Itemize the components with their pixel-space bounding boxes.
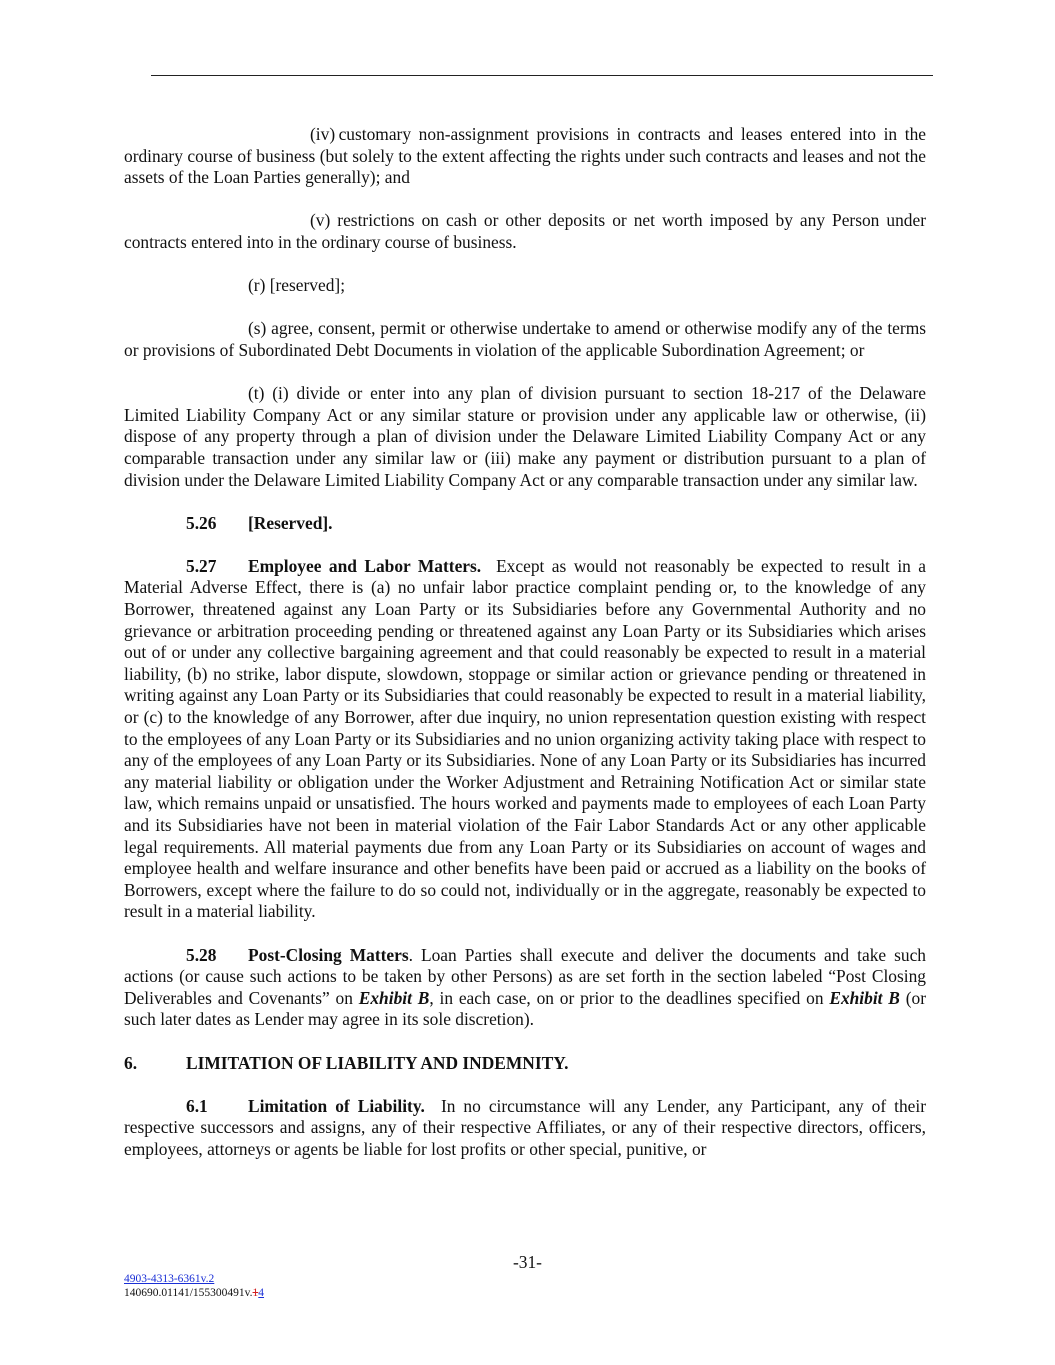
version-deleted: 1 bbox=[252, 1286, 259, 1299]
section-title: Post-Closing Matters bbox=[248, 944, 409, 965]
exhibit-reference: Exhibit B bbox=[358, 987, 430, 1008]
section-title: Employee and Labor Matters. bbox=[248, 555, 482, 576]
article-number: 6. bbox=[124, 1052, 138, 1073]
version-inserted: 4 bbox=[258, 1286, 265, 1299]
document-footer bbox=[124, 1273, 264, 1300]
section-number: 5.27 bbox=[186, 555, 217, 576]
doc-id-link[interactable]: 4903-4313-6361v.2 bbox=[124, 1273, 215, 1285]
doc-id-base: 140690.01141/155300491v. bbox=[124, 1286, 253, 1299]
section-title: [Reserved]. bbox=[248, 512, 333, 533]
section-body-part: . Loan Parties shall execute and deliver the documents and take such actions (or cause such actions to be taken by other Persons) as are set forth in the section labeled “Post Closing Deliverables and Covenants” on bbox=[124, 944, 926, 1008]
header-rule bbox=[151, 75, 933, 76]
section-body: In no circumstance will any Lender, any Participant, any of their respective successors and assigns, any of their respective Affiliates, or any of their respective directors, officers, employees, attorneys or agents be liable for lost profits or other special, punitive, or bbox=[124, 1095, 926, 1159]
document-body bbox=[124, 124, 926, 1182]
section-body-part: (or such later dates as Lender may agree in its sole discretion). bbox=[124, 987, 927, 1030]
section-title: Limitation of Liability. bbox=[248, 1095, 425, 1116]
doc-id-line bbox=[124, 1287, 264, 1301]
page-number: -31- bbox=[513, 1252, 542, 1272]
section-body: Except as would not reasonably be expected to result in a Material Adverse Effect, there is (a) no unfair labor practice complaint pending or, to the knowledge of any Borrower, threatened against any Loan Party or its Subsidiaries before any Governmental Authority and no grievance or arbitration proceeding pending or threatened against any Loan Party or its Subsidiaries which arises out of or under any collective bargaining agreement and that could reasonably be expected to result in a material liability, (b) no strike, labor dispute, slowdown, stoppage or similar action or grievance pending or threatened in writing against any Loan Party or its Subsidiaries that could reasonably be expected to result in a material liability, or (c) to the knowledge of any Borrower, after due inquiry, no union representation question existing with respect to the employees of any Loan Party or its Subsidiaries and no union organizing activity taking place with respect to any of the employees of any Loan Party or its Subsidiaries. None of any Loan Party or its Subsidiaries has incurred any material liability or obligation under the Worker Adjustment and Retraining Notification Act or similar state law, which remains unpaid or unsatisfied. The hours worked and payments made to employees of each Loan Party and its Subsidiaries have not been in material violation of the Fair Labor Standards Act or any other applicable legal requirements. All material payments due from any Loan Party or its Subsidiaries on account of wages and employee health and welfare insurance and other benefits have been paid or accrued as a liability on the books of Borrowers, except where the failure to do so could not, individually or in the aggregate, reasonably be expected to result in a material liability. bbox=[124, 555, 927, 922]
exhibit-reference: Exhibit B bbox=[829, 987, 900, 1008]
article-6-heading bbox=[124, 1053, 926, 1075]
section-number: 6.1 bbox=[186, 1095, 208, 1116]
section-number: 5.26 bbox=[186, 512, 217, 533]
clause-t: (t) (i) divide or enter into any plan of division pursuant to section 18-217 of the Delaware Limited Liability Company Act or any similar stature or provision under any applicable law or otherwise, (ii) dispose of any property through a plan of division under the Delaware Limited Liability Company Act or any comparable transaction under any similar law or (iii) make any payment or distribution pursuant to a plan of division under the Delaware Limited Liability Company Act or any comparable transaction under any similar law. bbox=[124, 383, 926, 490]
clause-r: (r) [reserved]; bbox=[248, 275, 346, 296]
section-6-1 bbox=[124, 1096, 926, 1161]
clause-s: (s) agree, consent, permit or otherwise undertake to amend or otherwise modify any of the terms or provisions of Subordinated Debt Documents in violation of the applicable Subordination Agreement; or bbox=[124, 318, 926, 360]
section-number: 5.28 bbox=[186, 944, 217, 965]
section-5-28 bbox=[124, 945, 926, 1031]
section-5-27 bbox=[124, 556, 926, 923]
article-title: LIMITATION OF LIABILITY AND INDEMNITY. bbox=[186, 1052, 569, 1073]
section-body-part: , in each case, on or prior to the deadlines specified on bbox=[429, 987, 830, 1008]
section-5-26 bbox=[124, 513, 926, 535]
clause-v: (v) restrictions on cash or other deposits or net worth imposed by any Person under contracts entered into in the ordinary course of business. bbox=[124, 210, 926, 252]
clause-iv: (iv) customary non-assignment provisions in contracts and leases entered into in the ordinary course of business (but solely to the extent affecting the rights under such contracts and leases and not the assets of the Loan Parties generally); and bbox=[124, 124, 926, 188]
